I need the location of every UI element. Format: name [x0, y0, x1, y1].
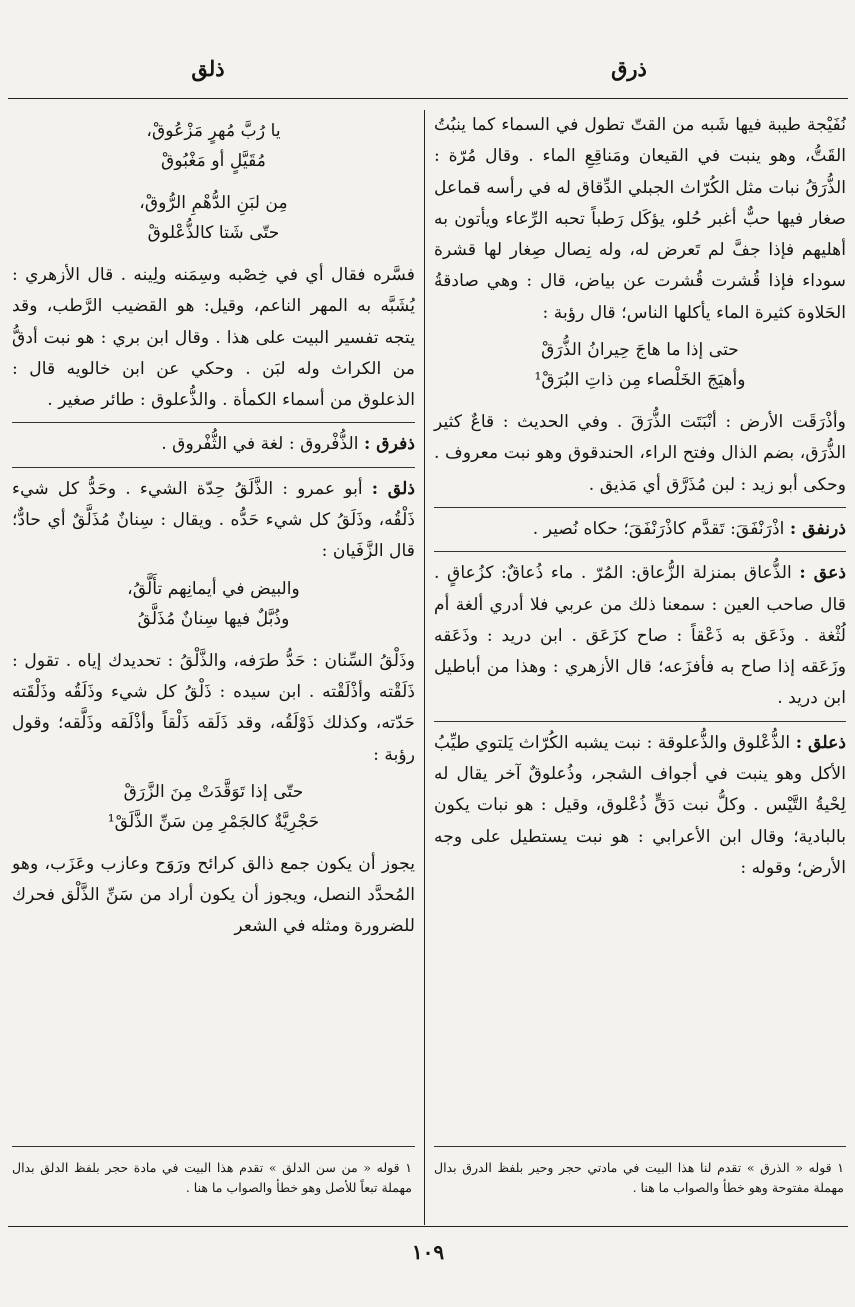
entry-text: نُفَيْجة طيبة فيها شَبه من القتّ تطول في السماء كما ينبُتُ القَتُّ، وهو ينبت في القيعان ومَناقِعِ الماء . وقال مُرّة : الذُّرَقُ نبات مثل الكُرّاث الجبلي الدِّقاق له في رأسه قماعل صغار فيها حبٌّ أغبر حُلو، يؤكَل رَطباً تحبه الرِّعاء ويأتون به أهليهم فإذا جفَّ لم تَعرض له، وله نِصال صِغار لها قشرة سوداء فإذا قُشرت قُشرت عن بياض، قال : وهي صادقةُ الحَلاوة كثيرة الماء يأكلها الناس؛ قال رؤبة : [434, 115, 846, 323]
entry-text: يجوز أن يكون جمع ذالق كرائح ورَوَح وعازب وعَزَب، وهو المُحدَّد النصل، ويجوز أن يكون أراد من سَنِّ الذَّلْق فحرك للضرورة ومثله في الشعر [12, 853, 415, 937]
verse-line: وأهيَجَ الخَلْصاء مِن ذاتِ البُرَقْ¹ [534, 370, 746, 391]
headword: ذرنفق : [789, 518, 846, 539]
verse [434, 335, 846, 395]
verse-line: وذُبَّلٌ فيها سِنانٌ مُذَلَّقُ [137, 608, 290, 629]
entry-dhafraq [12, 429, 415, 460]
entry-text: فسَّره فقال أي في خِصْبه وسِمَنه ولِينه . قال الأزهري : يُشَبَّه به المهر الناعم، وقيل: هو القضيب الرَّطب، وقد يتجه تفسير البيت على هذا . وقال ابن بري : هو نبت أدقُّ من الكراث وله لبَن . وحكي عن ابن خالويه قال : الذعلوق من أسماء الكمأة . والذُّعلوق : طائر صغير . [12, 265, 415, 411]
entry-separator [12, 422, 415, 423]
entry-text: الذُّعْلوق والذُّعلوقة : نبت يشبه الكُرّاث يَلتوي طيِّبُ الأكل وهو ينبت في أجواف الشجر، وذُعلوقٌ آخر يقال له لِحْيةُ التَّيْس . وكلُّ نبت دَقٍّ ذُعْلوق، وقيل : هو نبات يكون بالبادية؛ وقال ابن الأعرابي : هو نبت يستطيل على وجه الأرض؛ وقوله : [434, 732, 846, 878]
verse [12, 574, 415, 634]
entry-separator [434, 551, 846, 552]
verse-line: يا رُبَّ مُهرٍ مَزْعُوقْ، [146, 121, 281, 141]
running-header-left: ذلق [191, 56, 225, 81]
entry-text: وأذْرَقَت الأرض : أنْبَتَت الذُّرَقَ . وفي الحديث : قاعٌ كثير الذُّرَق، بضم الذال وفتح الراء، الحندقوق وهو نبت معروف . وحكى أبو زيد : لبن مُذَرَّق أي مَذيق . [434, 412, 846, 495]
column-divider [424, 110, 425, 1225]
entry-separator [12, 467, 415, 468]
entry-dhaaq [434, 558, 846, 714]
header-rule [8, 98, 848, 99]
entry-separator [434, 507, 846, 508]
footnote-left: ١ قوله « من سن الدلق » تقدم هذا البيت في مادة حجر بلفظ الدلق بدال مهملة تبعاً للأصل وهو خطأ والصواب ما هنا . [12, 1160, 412, 1195]
entry-dhalaq [12, 474, 415, 568]
entry-text: وذَلْقُ السِّنان : حَدُّ طرَفه، والذَّلْقُ : تحديدك إياه . تقول : ذَلَقْته وأذْلَقْته . ابن سيده : ذَلْقُ كل شيء وذَلَقُه وذَلْقَته حَدّته، وكذلك ذَوْلَقُه، وقد ذَلَقه ذَلْقاً وأذْلَقه وذَلَّقه؛ وقول رؤبة : [12, 650, 415, 765]
footnote-right: ١ قوله « الذرق » تقدم لنا هذا البيت في مادتي حجر وحير بلفظ الدرق بدال مهملة مفتوحة وهو خطأ والصواب ما هنا . [434, 1160, 844, 1195]
verse [12, 116, 415, 176]
left-column [12, 110, 415, 943]
entry-separator [434, 721, 846, 722]
page-number: ١٠٩ [411, 1240, 445, 1264]
verse-line: مُقَيَّلٍ أو مَغْبُوقْ [160, 151, 266, 171]
entry-text: الذُّفْروق : لغة في الثُّفْروق . [161, 434, 359, 455]
running-header-right: ذرق [611, 56, 647, 81]
verse-line: حتى إذا ما هاجَ حِيرانُ الذُّرَقْ [541, 340, 739, 361]
right-column [434, 110, 846, 884]
entry-text: اذْرَنْفَقَ: تَقدَّم كاذْرَنْفَقَ؛ حكاه نُصير . [532, 518, 785, 539]
entry-dhranfaq [434, 514, 846, 545]
verse-line: والبيض في أيمانِهم تأَلَّقُ، [127, 578, 300, 599]
footer-rule [8, 1226, 848, 1227]
verse-line: مِن لبَنِ الدُّهْمِ الرُّوقْ، [139, 193, 288, 213]
headword: ذلق : [371, 478, 415, 499]
verse-line: حتّى إذا تَوَقَّدَتْ مِنَ الزَّرَقْ [123, 781, 304, 802]
verse-line: حتّى شَتا كالذُّعْلوقْ [147, 223, 280, 243]
verse [12, 777, 415, 837]
entry-text: الذُّعاق بمنزلة الزُّعاق: المُرّ . ماء ذُعاقٌ: كزُعاقٍ . قال صاحب العين : سمعنا ذلك من عربي فلا أدري ألغة أم لُثْغة . وذَعَق به ذَعْقاً : صاح كزَعَق . ابن دريد : وذَعَقه وزَعَقه إذا صاح به فأفزَعه؛ قال الأزهري : وهذا من أباطيل ابن دريد . [434, 563, 846, 709]
headword: ذعلق : [795, 732, 846, 753]
footnote-rule [434, 1146, 846, 1147]
verse [12, 188, 415, 248]
verse-line: حَجْرِيَّةٌ كالجَمْرِ مِن سَنِّ الذَّلَقْ¹ [107, 811, 320, 832]
headword: ذفرق : [363, 434, 415, 455]
headword: ذعق : [799, 563, 846, 584]
entry-dhaalaq [434, 728, 846, 884]
entry-text: أبو عمرو : الذَّلَقُ حِدّة الشيء . وحَدُّ كل شيء ذَلْقُه، وذَلَقُ كل شيء حَدُّه . ويقال : سِنانٌ مُذَلَّقٌ أي حادٌّ؛ قال الزَّفَيان : [12, 478, 415, 562]
footnote-rule [12, 1146, 415, 1147]
